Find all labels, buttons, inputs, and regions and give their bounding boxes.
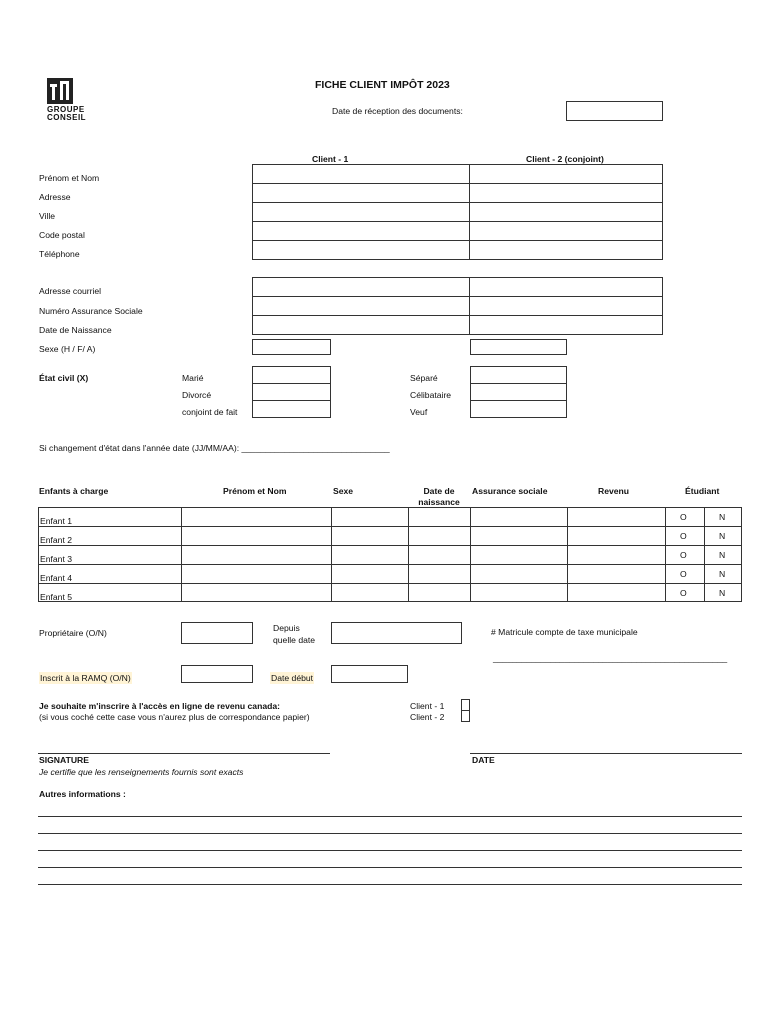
children-col-student: Étudiant [685, 486, 720, 496]
ramq-start-field[interactable] [331, 665, 408, 683]
client-info-grid [252, 164, 663, 259]
client-info-grid-2 [252, 277, 663, 335]
client1-postal-field[interactable] [252, 221, 470, 241]
client1-phone-field[interactable] [252, 240, 470, 260]
civil-commonlaw-label: conjoint de fait [182, 407, 238, 417]
client1-header: Client - 1 [312, 154, 349, 164]
since-label-line2: quelle date [273, 635, 316, 645]
client2-phone-field[interactable] [469, 240, 663, 260]
civil-divorced-box[interactable] [252, 383, 331, 401]
client1-birthdate-field[interactable] [252, 315, 470, 335]
child-1-student-no[interactable]: N [719, 512, 726, 522]
field-label-sin: Numéro Assurance Sociale [39, 306, 143, 316]
field-label-address: Adresse [39, 192, 71, 202]
cra-client2-checkbox[interactable] [461, 710, 470, 722]
cra-client1-label: Client - 1 [410, 701, 445, 711]
signature-line[interactable] [38, 753, 330, 754]
client2-email-field[interactable] [469, 277, 663, 297]
client2-city-field[interactable] [469, 202, 663, 222]
cra-online-line2: (si vous coché cette case vous n'aurez plus de correspondance papier) [39, 712, 310, 722]
child-1-student-yes[interactable]: O [680, 512, 687, 522]
logo-mark-icon [47, 78, 73, 104]
client1-sin-field[interactable] [252, 296, 470, 316]
children-col-name: Prénom et Nom [223, 486, 287, 496]
civil-divorced-label: Divorcé [182, 390, 212, 400]
company-logo [47, 78, 97, 122]
child-row-4-label: Enfant 4 [40, 573, 73, 583]
field-label-email: Adresse courriel [39, 286, 102, 296]
children-col-birth-line2: naissance [418, 497, 460, 507]
civil-widowed-box[interactable] [470, 400, 567, 418]
client1-city-field[interactable] [252, 202, 470, 222]
form-title: FICHE CLIENT IMPÔT 2023 [315, 79, 450, 91]
civil-married-box[interactable] [252, 366, 331, 384]
other-info-line-4[interactable] [38, 867, 742, 868]
child-5-student-yes[interactable]: O [680, 588, 687, 598]
logo-text-line2: CONSEIL [47, 113, 87, 122]
municipal-tax-line[interactable]: _________________________________________________ [493, 653, 728, 663]
client2-address-field[interactable] [469, 183, 663, 203]
municipal-tax-label: # Matricule compte de taxe municipale [491, 627, 638, 637]
civil-separated-box[interactable] [470, 366, 567, 384]
field-label-postal-code: Code postal [39, 230, 85, 240]
children-col-income: Revenu [598, 486, 630, 496]
cra-online-line1: Je souhaite m'inscrire à l'accès en ligne de revenu canada: [39, 701, 280, 711]
field-label-sex: Sexe (H / F/ A) [39, 344, 96, 354]
cra-client2-label: Client - 2 [410, 712, 445, 722]
civil-commonlaw-box[interactable] [252, 400, 331, 418]
other-info-line-2[interactable] [38, 833, 742, 834]
certify-text: Je certifie que les renseignements fournis sont exacts [39, 767, 244, 777]
reception-date-field[interactable] [566, 101, 663, 121]
other-info-label: Autres informations : [39, 789, 126, 799]
ramq-start-label: Date début [271, 673, 314, 683]
other-info-line-3[interactable] [38, 850, 742, 851]
civil-status-label: État civil (X) [39, 373, 89, 383]
ramq-field[interactable] [181, 665, 253, 683]
client1-name-field[interactable] [252, 164, 470, 184]
children-header-label: Enfants à charge [39, 486, 109, 496]
children-table [38, 507, 742, 602]
owner-label: Propriétaire (O/N) [39, 628, 107, 638]
child-5-student-no[interactable]: N [719, 588, 726, 598]
client2-sex-field[interactable] [470, 339, 567, 355]
client2-header: Client - 2 (conjoint) [526, 154, 604, 164]
client2-postal-field[interactable] [469, 221, 663, 241]
child-4-student-no[interactable]: N [719, 569, 726, 579]
client1-email-field[interactable] [252, 277, 470, 297]
children-col-sin: Assurance sociale [472, 486, 548, 496]
client2-sin-field[interactable] [469, 296, 663, 316]
children-col-birth [408, 486, 470, 507]
children-col-sex: Sexe [333, 486, 354, 496]
civil-single-box[interactable] [470, 383, 567, 401]
child-row-1-label: Enfant 1 [40, 516, 73, 526]
field-label-city: Ville [39, 211, 56, 221]
reception-date-label: Date de réception des documents: [332, 106, 463, 116]
client1-address-field[interactable] [252, 183, 470, 203]
child-3-student-yes[interactable]: O [680, 550, 687, 560]
logo-text-line1: GROUPE [47, 105, 85, 114]
civil-widowed-label: Veuf [410, 407, 428, 417]
child-4-student-yes[interactable]: O [680, 569, 687, 579]
owner-field[interactable] [181, 622, 253, 644]
child-2-student-no[interactable]: N [719, 531, 726, 541]
field-label-name: Prénom et Nom [39, 173, 100, 183]
since-label-line1: Depuis [273, 623, 300, 633]
civil-separated-label: Séparé [410, 373, 438, 383]
client2-birthdate-field[interactable] [469, 315, 663, 335]
field-label-phone: Téléphone [39, 249, 80, 259]
signature-label: SIGNATURE [39, 755, 89, 765]
children-col-birth-line1: Date de [423, 486, 455, 496]
child-2-student-yes[interactable]: O [680, 531, 687, 541]
owner-since-field[interactable] [331, 622, 462, 644]
child-row-3-label: Enfant 3 [40, 554, 73, 564]
child-row-2-label: Enfant 2 [40, 535, 73, 545]
civil-single-label: Célibataire [410, 390, 452, 400]
date-line[interactable] [470, 753, 742, 754]
date-label: DATE [472, 755, 495, 765]
civil-married-label: Marié [182, 373, 204, 383]
client2-name-field[interactable] [469, 164, 663, 184]
other-info-line-1[interactable] [38, 816, 742, 817]
child-row-5-label: Enfant 5 [40, 592, 73, 602]
child-3-student-no[interactable]: N [719, 550, 726, 560]
status-change-line: Si changement d'état dans l'année date (JJ/MM/AA): _______________________________ [39, 443, 390, 453]
ramq-label: Inscrit à la RAMQ (O/N) [40, 673, 131, 683]
other-info-line-5[interactable] [38, 884, 742, 885]
client1-sex-field[interactable] [252, 339, 331, 355]
field-label-birthdate: Date de Naissance [39, 325, 112, 335]
